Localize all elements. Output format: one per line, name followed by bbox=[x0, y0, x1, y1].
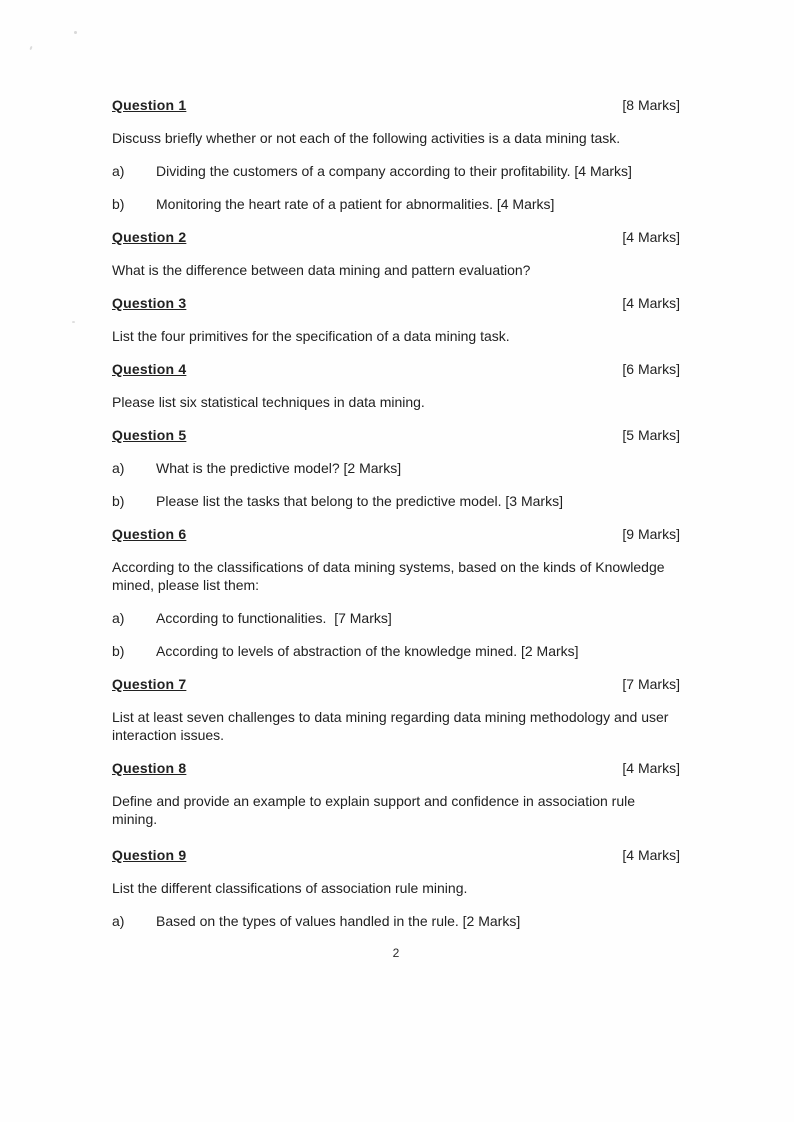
question-block-9 bbox=[112, 846, 680, 930]
question-marks: [9 Marks] bbox=[622, 526, 680, 542]
subitem-text: According to functionalities. [7 Marks] bbox=[156, 610, 392, 626]
question-marks: [4 Marks] bbox=[622, 229, 680, 245]
question-subitem bbox=[112, 459, 680, 477]
question-title: Question 4 bbox=[112, 361, 187, 377]
question-heading bbox=[112, 846, 680, 864]
question-text-line: Please list six statistical techniques in data mining. bbox=[112, 394, 425, 410]
subitem-label: a) bbox=[112, 913, 125, 929]
subitem-text: Monitoring the heart rate of a patient for abnormalities. [4 Marks] bbox=[156, 196, 555, 212]
question-text-line: mined, please list them: bbox=[112, 577, 260, 593]
subitem-text: Based on the types of values handled in the rule. [2 Marks] bbox=[156, 913, 521, 929]
question-marks: [5 Marks] bbox=[622, 427, 680, 443]
question-heading bbox=[112, 759, 680, 777]
question-text-line: List the different classifications of association rule mining. bbox=[112, 880, 468, 896]
question-text bbox=[112, 261, 680, 279]
subitem-text: Please list the tasks that belong to the predictive model. [3 Marks] bbox=[156, 493, 563, 509]
question-heading bbox=[112, 96, 680, 114]
question-marks: [4 Marks] bbox=[622, 847, 680, 863]
question-subitem bbox=[112, 195, 680, 213]
subitem-text: According to levels of abstraction of the knowledge mined. [2 Marks] bbox=[156, 643, 579, 659]
question-text bbox=[112, 708, 680, 744]
question-text-line: What is the difference between data mining and pattern evaluation? bbox=[112, 262, 531, 278]
question-marks: [8 Marks] bbox=[622, 97, 680, 113]
subitem-label: b) bbox=[112, 493, 125, 509]
question-title: Question 7 bbox=[112, 676, 187, 692]
question-title: Question 5 bbox=[112, 427, 187, 443]
subitem-label: a) bbox=[112, 610, 125, 626]
question-heading bbox=[112, 360, 680, 378]
question-heading bbox=[112, 228, 680, 246]
question-subitem bbox=[112, 492, 680, 510]
question-text bbox=[112, 327, 680, 345]
question-block-1 bbox=[112, 96, 680, 213]
question-subitem bbox=[112, 609, 680, 627]
page-content bbox=[112, 96, 680, 961]
question-title: Question 9 bbox=[112, 847, 187, 863]
question-subitem bbox=[112, 642, 680, 660]
question-text bbox=[112, 792, 680, 828]
question-heading bbox=[112, 525, 680, 543]
subitem-label: a) bbox=[112, 460, 125, 476]
question-marks: [7 Marks] bbox=[622, 676, 680, 692]
question-text bbox=[112, 393, 680, 411]
subitem-text: Dividing the customers of a company according to their profitability. [4 Marks] bbox=[156, 163, 632, 179]
question-text-line: interaction issues. bbox=[112, 727, 225, 743]
question-text-line: According to the classifications of data mining systems, based on the kinds of Knowledge bbox=[112, 559, 665, 575]
question-text bbox=[112, 129, 680, 147]
question-block-4 bbox=[112, 360, 680, 411]
page-number: 2 bbox=[392, 946, 400, 960]
subitem-text: What is the predictive model? [2 Marks] bbox=[156, 460, 402, 476]
question-text bbox=[112, 558, 680, 594]
question-block-2 bbox=[112, 228, 680, 279]
question-text-line: Define and provide an example to explain support and confidence in association rule mining. bbox=[112, 793, 639, 827]
scan-speck bbox=[29, 46, 32, 50]
question-heading bbox=[112, 426, 680, 444]
question-subitem bbox=[112, 912, 680, 930]
question-marks: [4 Marks] bbox=[622, 295, 680, 311]
scan-speck bbox=[72, 321, 75, 323]
question-block-3 bbox=[112, 294, 680, 345]
question-title: Question 3 bbox=[112, 295, 187, 311]
question-block-6 bbox=[112, 525, 680, 660]
question-block-7 bbox=[112, 675, 680, 744]
subitem-label: b) bbox=[112, 643, 125, 659]
question-block-5 bbox=[112, 426, 680, 510]
question-title: Question 2 bbox=[112, 229, 187, 245]
question-marks: [6 Marks] bbox=[622, 361, 680, 377]
question-heading bbox=[112, 675, 680, 693]
question-subitem bbox=[112, 162, 680, 180]
question-text-line: Discuss briefly whether or not each of the following activities is a data mining task. bbox=[112, 130, 621, 146]
question-title: Question 6 bbox=[112, 526, 187, 542]
question-text-line: List at least seven challenges to data mining regarding data mining methodology and user bbox=[112, 709, 669, 725]
question-text bbox=[112, 879, 680, 897]
question-title: Question 8 bbox=[112, 760, 187, 776]
question-text-line: List the four primitives for the specification of a data mining task. bbox=[112, 328, 510, 344]
subitem-label: b) bbox=[112, 196, 125, 212]
question-title: Question 1 bbox=[112, 97, 187, 113]
subitem-label: a) bbox=[112, 163, 125, 179]
question-heading bbox=[112, 294, 680, 312]
question-block-8 bbox=[112, 759, 680, 828]
question-marks: [4 Marks] bbox=[622, 760, 680, 776]
scan-speck bbox=[74, 31, 77, 34]
